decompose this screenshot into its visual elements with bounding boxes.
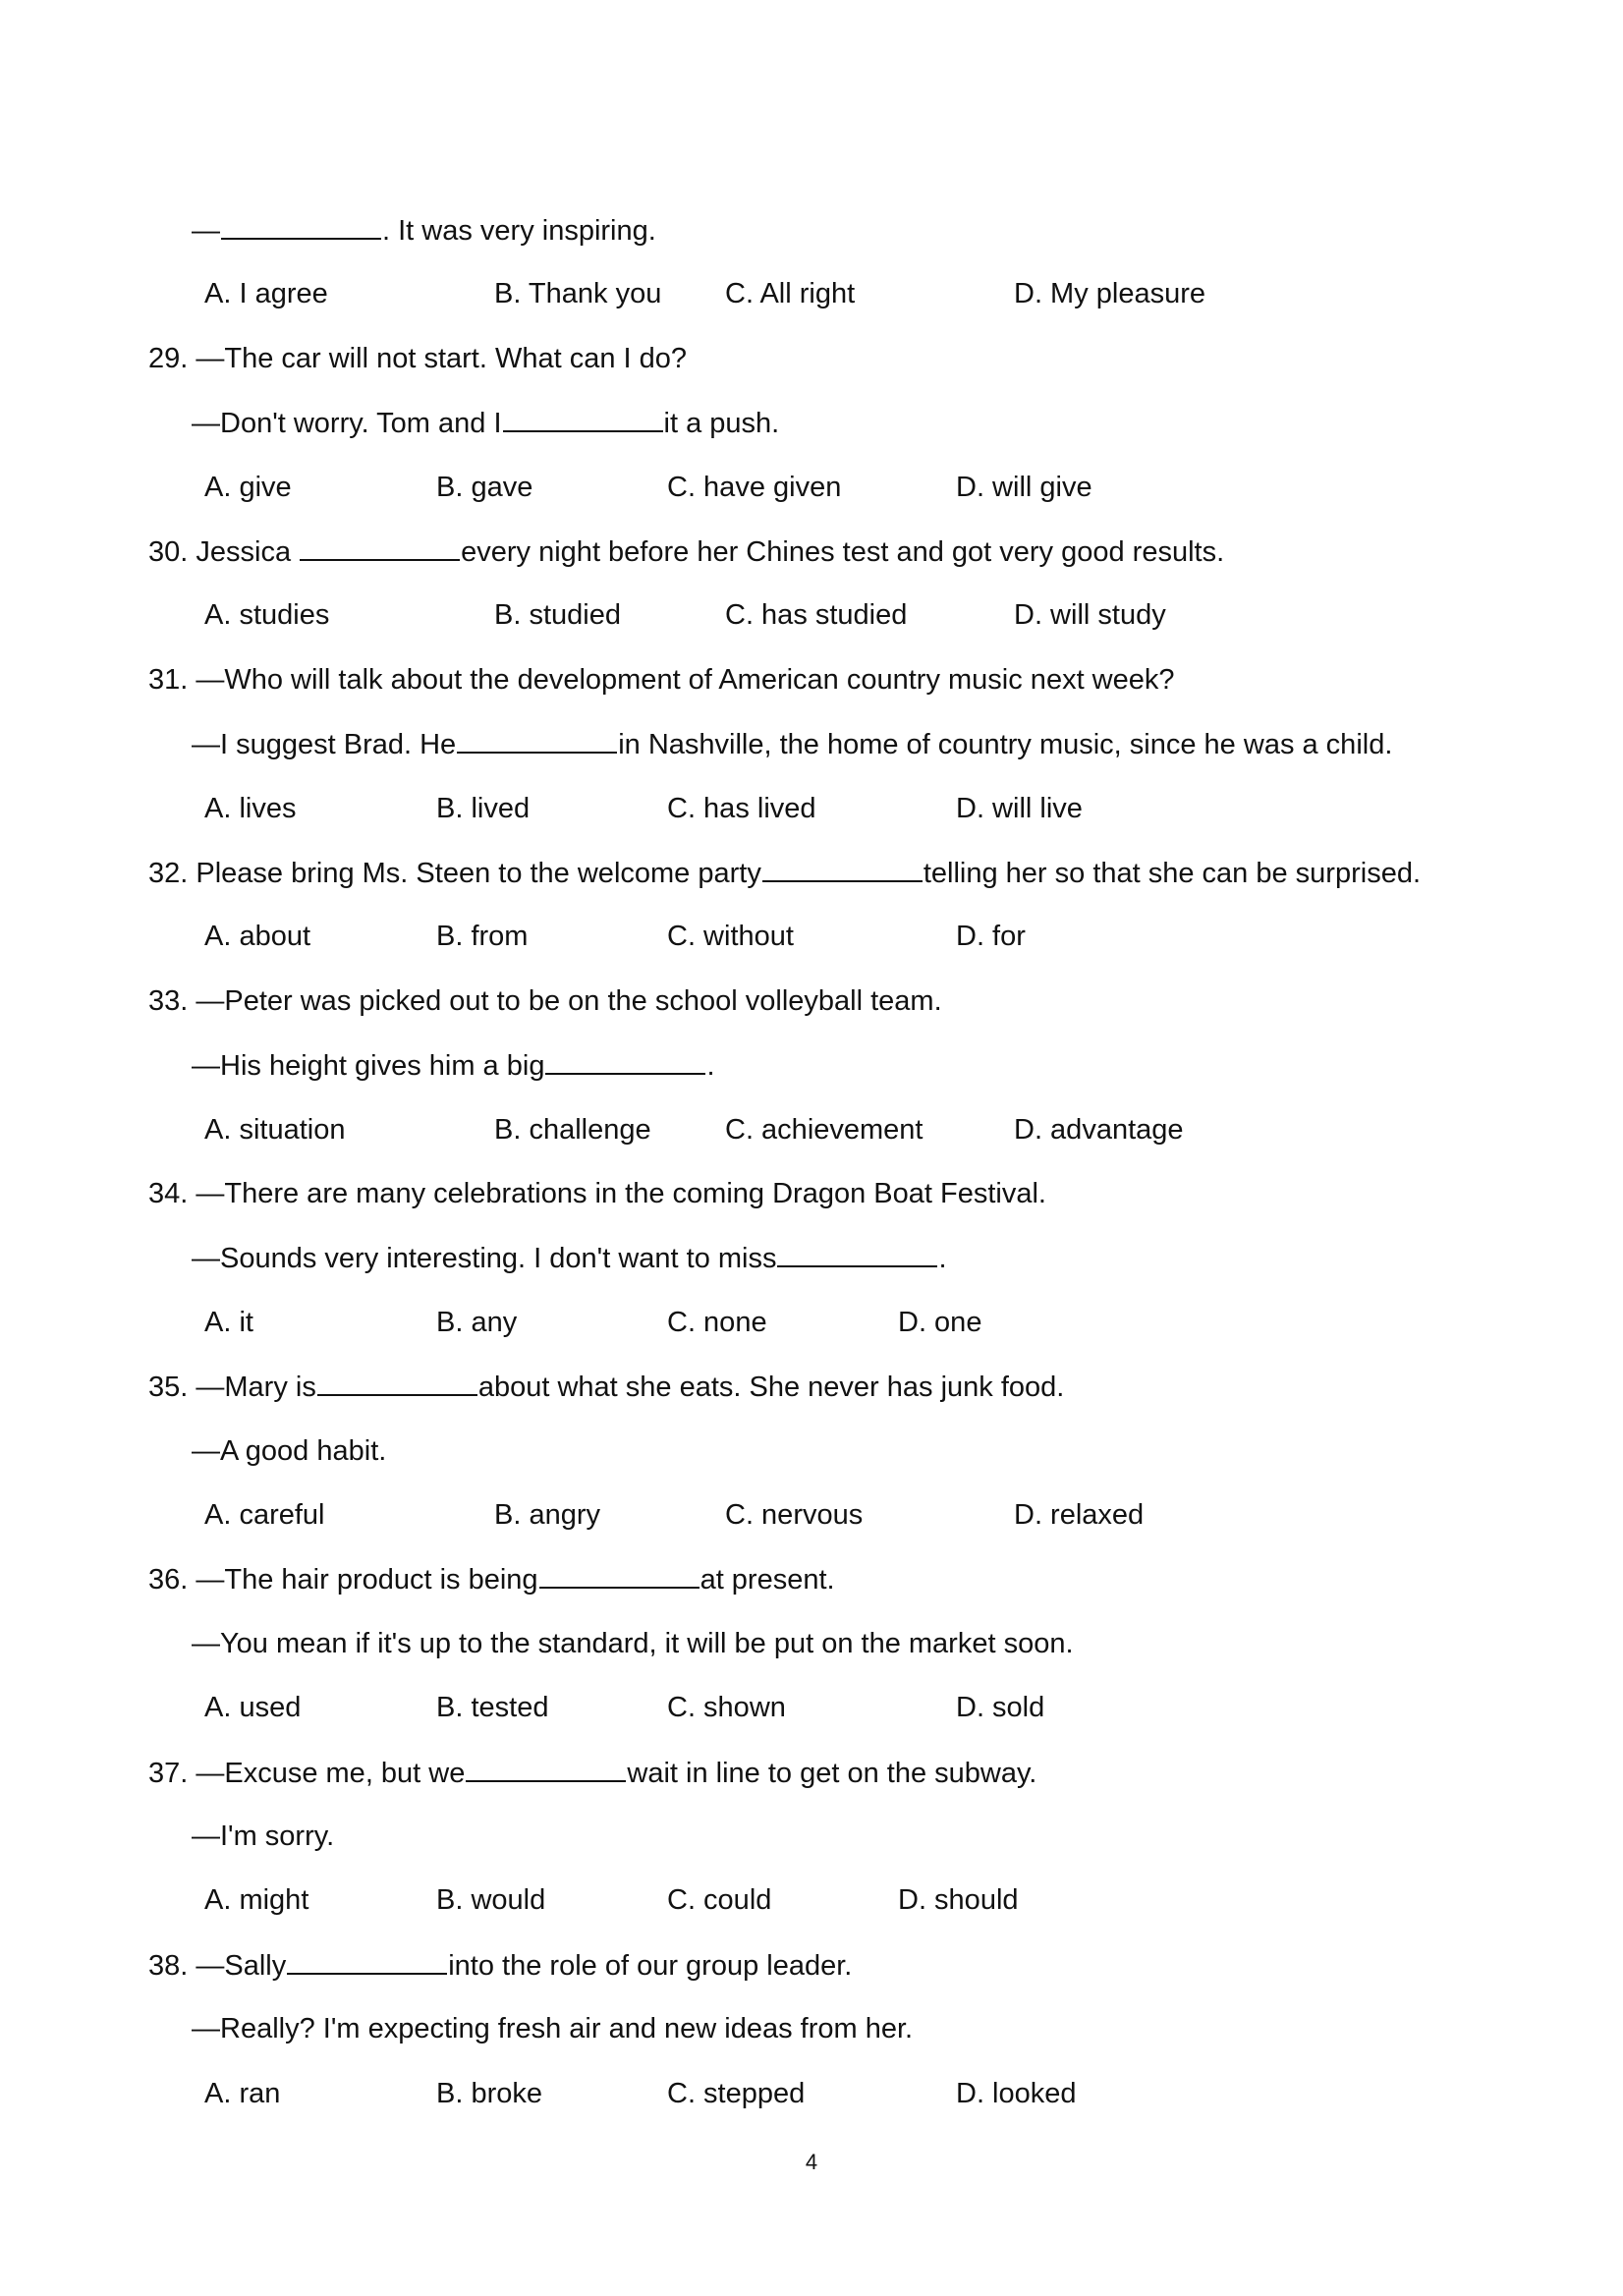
question-stem-37 — [148, 1755, 1036, 1791]
line-text: telling her so that she can be surprised. — [923, 858, 1422, 889]
question-stem-31 — [148, 662, 1175, 698]
answer-blank — [503, 405, 663, 432]
question-response-28 — [192, 212, 656, 249]
option-28-b: B. Thank you — [494, 278, 662, 309]
option-35-a: A. careful — [204, 1499, 325, 1531]
line-text: —A good habit. — [192, 1435, 387, 1467]
line-text: —I suggest Brad. He — [192, 729, 457, 760]
option-32-a: A. about — [204, 921, 311, 952]
option-33-b: B. challenge — [494, 1114, 651, 1146]
answer-blank — [457, 726, 617, 754]
option-38-a: A. ran — [204, 2078, 281, 2109]
option-34-c: C. none — [667, 1307, 767, 1338]
option-33-c: C. achievement — [725, 1114, 923, 1146]
option-32-c: C. without — [667, 921, 794, 952]
option-29-c: C. have given — [667, 472, 842, 503]
answer-blank — [545, 1047, 705, 1075]
question-stem-32 — [148, 855, 1421, 891]
line-text: about what she eats. She never has junk food. — [477, 1372, 1065, 1403]
option-30-a: A. studies — [204, 599, 330, 631]
option-36-a: A. used — [204, 1692, 302, 1723]
option-29-d: D. will give — [956, 472, 1092, 503]
option-34-a: A. it — [204, 1307, 253, 1338]
option-31-d: D. will live — [956, 793, 1083, 824]
option-38-d: D. looked — [956, 2078, 1077, 2109]
question-stem-33 — [148, 983, 942, 1019]
line-text: 29. —The car will not start. What can I do? — [148, 343, 688, 374]
option-32-b: B. from — [436, 921, 529, 952]
option-30-d: D. will study — [1014, 599, 1166, 631]
option-36-c: C. shown — [667, 1692, 786, 1723]
option-34-b: B. any — [436, 1307, 518, 1338]
line-text: 37. —Excuse me, but we — [148, 1758, 466, 1789]
answer-blank — [300, 533, 460, 561]
question-response-38 — [192, 2011, 913, 2046]
line-text: . — [706, 1050, 715, 1082]
option-30-c: C. has studied — [725, 599, 908, 631]
option-37-c: C. could — [667, 1884, 772, 1916]
line-text: at present. — [700, 1564, 835, 1596]
option-37-d: D. should — [898, 1884, 1019, 1916]
option-37-a: A. might — [204, 1884, 309, 1916]
line-text: 31. —Who will talk about the development of American country music next week? — [148, 664, 1175, 696]
line-text: —Don't worry. Tom and I — [192, 408, 502, 439]
option-31-b: B. lived — [436, 793, 531, 824]
question-response-37 — [192, 1819, 334, 1854]
option-35-c: C. nervous — [725, 1499, 864, 1531]
option-38-b: B. broke — [436, 2078, 542, 2109]
line-text: . It was very inspiring. — [382, 215, 656, 247]
question-stem-29 — [148, 341, 687, 376]
option-28-c: C. All right — [725, 278, 856, 309]
question-stem-30 — [148, 533, 1224, 570]
answer-blank — [221, 212, 381, 240]
line-text: 34. —There are many celebrations in the coming Dragon Boat Festival. — [148, 1178, 1046, 1209]
answer-blank — [539, 1561, 700, 1589]
option-33-a: A. situation — [204, 1114, 346, 1146]
option-36-b: B. tested — [436, 1692, 549, 1723]
option-28-d: D. My pleasure — [1014, 278, 1206, 309]
option-35-d: D. relaxed — [1014, 1499, 1145, 1531]
option-31-c: C. has lived — [667, 793, 816, 824]
line-text: wait in line to get on the subway. — [627, 1758, 1037, 1789]
answer-blank — [466, 1755, 626, 1782]
question-response-31 — [192, 726, 1392, 762]
question-stem-35 — [148, 1369, 1064, 1405]
option-31-a: A. lives — [204, 793, 297, 824]
line-text: . — [938, 1243, 947, 1274]
line-text: —I'm sorry. — [192, 1820, 335, 1852]
question-response-29 — [192, 405, 779, 441]
option-38-c: C. stepped — [667, 2078, 806, 2109]
answer-blank — [287, 1947, 447, 1975]
question-response-34 — [192, 1240, 947, 1276]
line-text: it a push. — [663, 408, 780, 439]
answer-blank — [317, 1369, 477, 1396]
line-text: 30. Jessica — [148, 536, 300, 568]
question-response-35 — [192, 1433, 386, 1469]
line-text: —Sounds very interesting. I don't want to miss — [192, 1243, 777, 1274]
question-response-36 — [192, 1626, 1074, 1661]
question-stem-34 — [148, 1176, 1046, 1211]
line-text: into the role of our group leader. — [448, 1950, 853, 1982]
option-34-d: D. one — [898, 1307, 982, 1338]
line-text: 36. —The hair product is being — [148, 1564, 538, 1596]
option-28-a: A. I agree — [204, 278, 328, 309]
option-32-d: D. for — [956, 921, 1026, 952]
option-36-d: D. sold — [956, 1692, 1045, 1723]
question-stem-36 — [148, 1561, 835, 1597]
line-text: 35. —Mary is — [148, 1372, 316, 1403]
line-text: —Really? I'm expecting fresh air and new ideas from her. — [192, 2013, 914, 2044]
line-text: —You mean if it's up to the standard, it will be put on the market soon. — [192, 1628, 1074, 1659]
line-text: in Nashville, the home of country music, since he was a child. — [618, 729, 1393, 760]
option-29-b: B. gave — [436, 472, 533, 503]
option-33-d: D. advantage — [1014, 1114, 1184, 1146]
option-35-b: B. angry — [494, 1499, 600, 1531]
answer-blank — [762, 855, 923, 882]
line-text: every night before her Chines test and got very good results. — [461, 536, 1225, 568]
option-37-b: B. would — [436, 1884, 546, 1916]
line-text: 33. —Peter was picked out to be on the school volleyball team. — [148, 985, 942, 1017]
page-number: 4 — [805, 2150, 818, 2174]
line-text: — — [192, 215, 220, 247]
question-stem-38 — [148, 1947, 852, 1984]
question-response-33 — [192, 1047, 715, 1084]
option-30-b: B. studied — [494, 599, 621, 631]
line-text: —His height gives him a big — [192, 1050, 545, 1082]
line-text: 32. Please bring Ms. Steen to the welcome party — [148, 858, 761, 889]
option-29-a: A. give — [204, 472, 292, 503]
line-text: 38. —Sally — [148, 1950, 287, 1982]
answer-blank — [777, 1240, 937, 1267]
